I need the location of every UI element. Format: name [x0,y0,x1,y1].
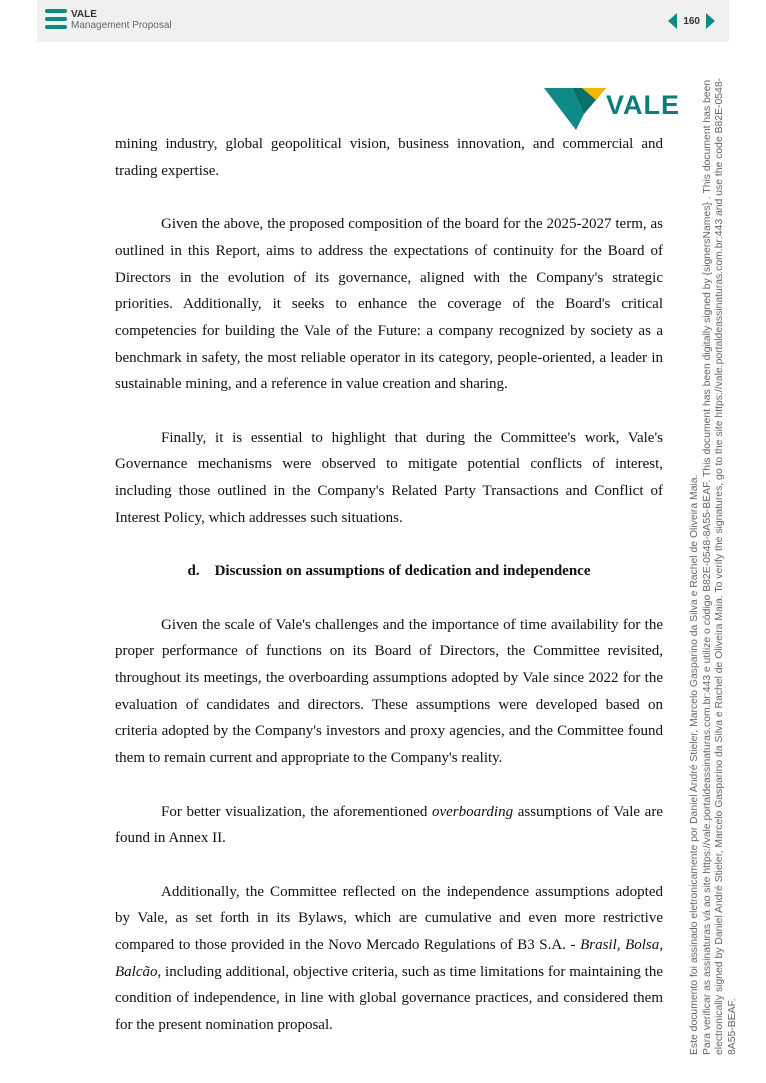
page-number: 160 [683,15,700,27]
paragraph: Given the above, the proposed composition of the board for the 2025-2027 term, as outlined in this Report, aims to address the expectations of continuity for the Board of Directors in the evolution of its governance, aligned with the Company's strategic priorities. Additionally, it seeks to enhance the coverage of the Board's critical competencies for building the Vale of the Future: a company recognized by society as a benchmark in safety, the most reliable operator in its category, people-oriented, a leader in sustainable mining, and a reference in value creation and sharing. [115,216,663,393]
signature-line: Este documento foi assinado eletronicamente por Daniel André Stieler, Marcelo Gasparino da Silva e Rachel de Oliveira Maia. [689,474,700,1055]
document-body [115,131,663,1039]
document-subtitle: Management Proposal [71,20,172,31]
previous-page-icon[interactable] [668,13,677,29]
paragraph: Given the scale of Vale's challenges and the importance of time availability for the proper performance of functions on its Board of Directors, the Committee revisited, throughout its meetings, the overboarding assumptions adopted by Vale since 2022 for the evaluation of candidates and directors. These assumptions were developed based on criteria adopted by the Company's investors and proxy agencies, and the Committee found them to remain current and appropriate to the Company's reality. [115,616,663,767]
signature-line: electronically signed by Daniel André Stieler, Marcelo Gasparino da Silva e Rachel de Oliveira Maia. To verify the signatures, go to the site https://vale.portaldeassinaturas.com.br:443 and use the code B82E-0548- [714,77,725,1055]
signature-watermark [689,75,749,1055]
paragraph-text: Additionally, the Committee reflected on the independence assumptions adopted by Vale, as set forth in its Bylaws, which are cumulative and even more restrictive compared to those provided in the Novo Mercado Regulations of B3 S.A. - [115,883,663,953]
next-page-icon[interactable] [706,13,715,29]
paragraph-text: For better visualization, the aforementioned [161,803,432,820]
header-brand [71,9,172,32]
brand-name: VALE [71,9,97,20]
section-heading: d. Discussion on assumptions of dedication and independence [187,563,591,580]
paragraph [115,879,663,1039]
page-navigator [668,13,715,29]
logo-text: VALE [606,90,681,120]
vale-logo-mark-icon [544,86,606,130]
paragraph: mining industry, global geopolitical vision, business innovation, and commercial and trading expertise. [115,136,663,179]
vale-logo [544,86,681,130]
paragraph-text: , including additional, objective criteria, such as time limitations for maintaining the condition of independence, in line with global governance practices, and considered them for the present nomination proposal. [115,963,663,1034]
paragraph [115,799,663,852]
italic-term: overboarding [431,803,514,820]
paragraph-text: assumptions of Vale are found in Annex II. [115,803,663,847]
header-bar [37,0,729,42]
menu-icon[interactable] [45,9,67,29]
signature-line: 8A55-BEAF. [726,998,738,1055]
italic-term: Brasil, Bolsa, Balcão [115,937,663,980]
paragraph: Finally, it is essential to highlight that during the Committee's work, Vale's Governance mechanisms were observed to mitigate potential conflicts of interest, including those outlined in the Company's Related Party Transactions and Conflict of Interest Policy, which addresses such situations. [115,429,663,526]
signature-line: Para verificar as assinaturas vá ao site https://vale.portaldeassinaturas.com.br:443 e utilize o código B82E-0548-8A55-BEAF. This document has been digitally signed by {signersNames} . This document has been [701,79,713,1055]
